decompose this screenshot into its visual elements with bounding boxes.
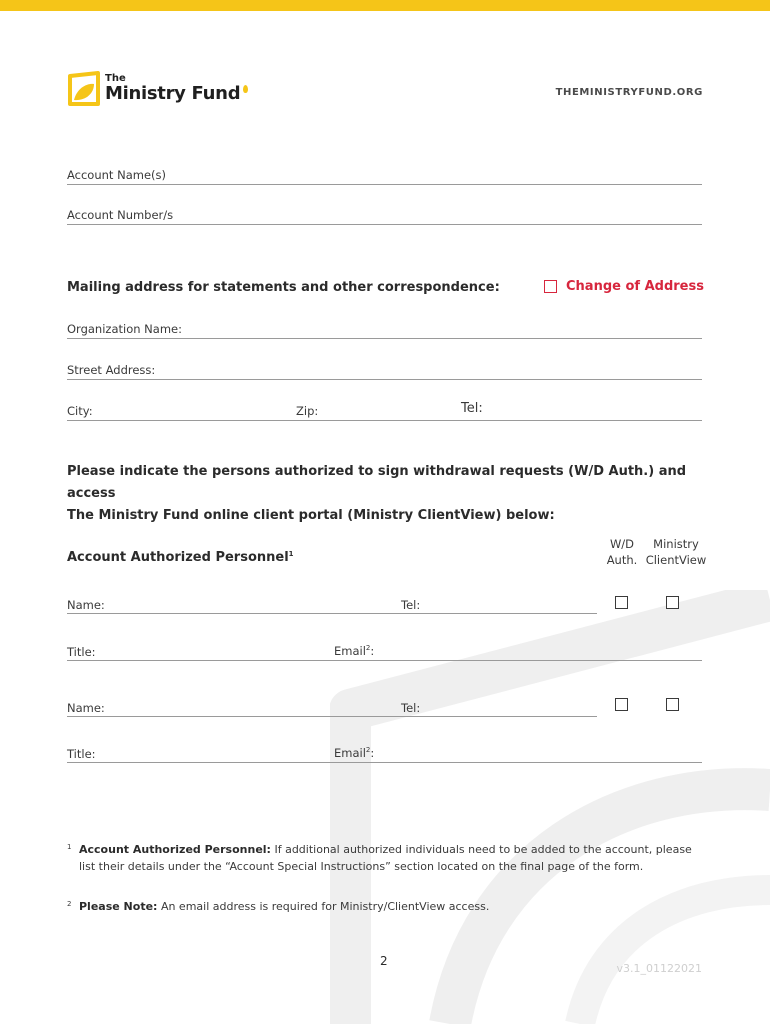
- site-url[interactable]: THEMINISTRYFUND.ORG: [555, 87, 703, 98]
- footnote-1-bold: Account Authorized Personnel:: [79, 843, 271, 856]
- person-2-wd-auth-checkbox[interactable]: [615, 698, 628, 711]
- street-address-label: Street Address:: [67, 363, 156, 377]
- city-label: City:: [67, 404, 93, 418]
- account-names-field[interactable]: [67, 184, 702, 185]
- organization-name-field[interactable]: [67, 338, 702, 339]
- person-2-name-label: Name:: [67, 701, 105, 715]
- footnote-2-number: 2: [67, 900, 72, 908]
- personnel-heading: [67, 550, 294, 565]
- footnote-ref-2: 2: [365, 746, 371, 754]
- account-numbers-field[interactable]: [67, 224, 702, 225]
- footnote-2-text: An email address is required for Ministry/ClientView access.: [160, 900, 490, 913]
- person-1-clientview-checkbox[interactable]: [666, 596, 679, 609]
- street-address-field[interactable]: [67, 379, 702, 380]
- change-of-address-checkbox[interactable]: [544, 280, 557, 293]
- change-of-address-label: Change of Address: [566, 279, 704, 294]
- leaf-logo-icon: [67, 70, 101, 106]
- flame-icon: [243, 85, 248, 93]
- footnote-ref-2: 2: [365, 644, 371, 652]
- logo-the-text: The: [105, 72, 126, 84]
- zip-label: Zip:: [296, 404, 319, 418]
- footnote-1-number: 1: [67, 843, 72, 851]
- tel-label: Tel:: [461, 401, 483, 416]
- personnel-heading-text: Account Authorized Personnel: [67, 550, 289, 565]
- person-2-tel-label: Tel:: [401, 701, 421, 715]
- watermark-logo-icon: [330, 590, 770, 1024]
- organization-name-label: Organization Name:: [67, 322, 182, 336]
- person-2-name-tel-field[interactable]: [67, 716, 597, 717]
- authorization-line-1: Please indicate the persons authorized to sign withdrawal requests (W/D Auth.) and access: [67, 464, 687, 501]
- footnote-1: [67, 841, 707, 875]
- person-1-wd-auth-checkbox[interactable]: [615, 596, 628, 609]
- ministry-fund-logo: [67, 70, 248, 106]
- footnote-1-text: If additional authorized individuals need to be added to the account, please list their details under the “Account Special Instructions” section located on the final page of the form.: [79, 843, 692, 873]
- wd-auth-column-header: W/D Auth.: [606, 537, 638, 567]
- city-zip-tel-field[interactable]: [67, 420, 702, 421]
- version-label: v3.1_01122021: [616, 962, 702, 975]
- person-1-name-tel-field[interactable]: [67, 613, 597, 614]
- person-1-title-label: Title:: [67, 645, 96, 659]
- account-names-label: Account Name(s): [67, 168, 166, 182]
- person-1-email-label: Email$^2$:: [334, 644, 375, 658]
- authorization-instructions: [67, 461, 717, 527]
- person-2-title-label: Title:: [67, 747, 96, 761]
- account-numbers-label: Account Number/s: [67, 208, 174, 222]
- footnote-2-bold: Please Note:: [79, 900, 158, 913]
- clientview-column-header: Ministry ClientView: [645, 537, 707, 567]
- person-1-tel-label: Tel:: [401, 598, 421, 612]
- person-2-title-email-field[interactable]: [67, 762, 702, 763]
- person-1-title-email-field[interactable]: [67, 660, 702, 661]
- mailing-heading: Mailing address for statements and other correspondence:: [67, 280, 500, 295]
- footnote-2: [67, 898, 707, 915]
- authorization-line-2: The Ministry Fund online client portal (Ministry ClientView) below:: [67, 508, 555, 523]
- person-2-email-label: Email$^2$:: [334, 746, 375, 760]
- person-2-clientview-checkbox[interactable]: [666, 698, 679, 711]
- footnote-ref-1: 1: [288, 550, 294, 558]
- page-number: 2: [380, 954, 388, 968]
- brand-top-bar: [0, 0, 770, 11]
- logo-name-text: Ministry Fund: [105, 82, 241, 104]
- person-1-name-label: Name:: [67, 598, 105, 612]
